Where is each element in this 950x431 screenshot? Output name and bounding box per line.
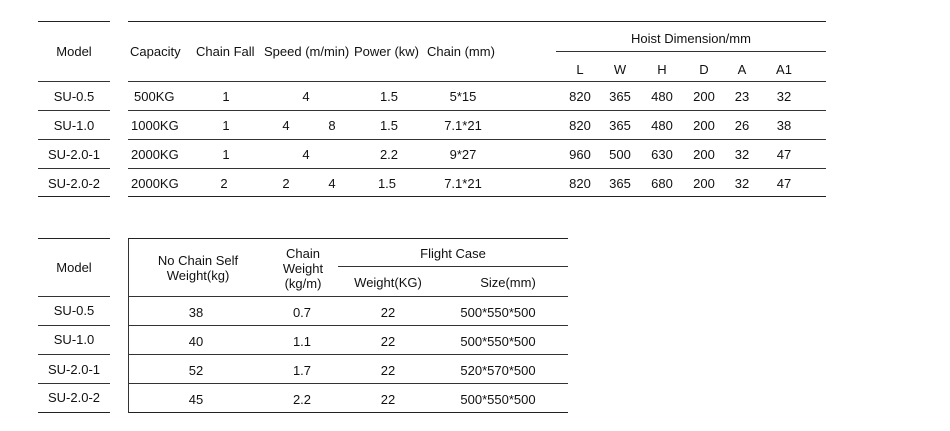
table-row-model: SU-0.5 [53, 89, 95, 104]
table-row-speed: 2 [282, 176, 290, 191]
table-row-dim-l: 820 [569, 176, 591, 191]
table-row-case-weight: 22 [380, 363, 396, 378]
table-row-capacity: 2000KG [131, 147, 179, 162]
table-row-case-weight: 22 [380, 392, 396, 407]
table-row-dim-a: 26 [734, 118, 750, 133]
table-row-dim-d: 200 [693, 118, 715, 133]
table2-row-rule [128, 354, 568, 355]
header-dim-a: A [737, 62, 747, 77]
table-row-dim-a1: 38 [776, 118, 792, 133]
table2-flight-case-rule [338, 266, 568, 267]
table1-dim-rule [556, 51, 826, 52]
table1-row-rule [128, 168, 826, 169]
table-row-case-weight: 22 [380, 305, 396, 320]
table-row-chain-weight: 1.1 [292, 334, 312, 349]
table-row-model: SU-2.0-2 [47, 176, 101, 191]
table-row-model: SU-2.0-2 [47, 390, 101, 405]
header-chain-weight: Weight [282, 261, 324, 276]
table-row-dim-h: 480 [651, 118, 673, 133]
table-row-dim-l: 820 [569, 118, 591, 133]
table2-row-rule [128, 325, 568, 326]
table-row-speed: 4 [282, 118, 290, 133]
header-self-weight: Weight(kg) [166, 268, 230, 283]
header-case-weight: Weight(KG) [354, 275, 422, 290]
table2-header-rule [38, 296, 110, 297]
table2-top-rule [38, 238, 110, 239]
table-row-chain-weight: 1.7 [292, 363, 312, 378]
header-model: Model [56, 260, 92, 275]
header-self-weight: No Chain Self [157, 253, 239, 268]
header-dim-d: D [699, 62, 709, 77]
table-row-power: 2.2 [379, 147, 399, 162]
table-row-dim-d: 200 [693, 89, 715, 104]
table-row-dim-d: 200 [693, 176, 715, 191]
table-row-dim-w: 500 [609, 147, 631, 162]
table-row-dim-a: 32 [734, 147, 750, 162]
table-row-model: SU-2.0-1 [47, 147, 101, 162]
table-row-model: SU-0.5 [53, 303, 95, 318]
table2-top-rule [128, 238, 568, 239]
table1-header-rule [38, 81, 110, 82]
table-row-model: SU-1.0 [53, 118, 95, 133]
table1-top-rule [128, 21, 826, 22]
table-row-capacity: 500KG [134, 89, 175, 104]
table1-row-rule [128, 139, 826, 140]
table-row-speed: 4 [328, 176, 336, 191]
table-row-case-weight: 22 [380, 334, 396, 349]
table1-bottom-rule [38, 196, 110, 197]
table2-row-rule [128, 383, 568, 384]
table-row-case-size: 520*570*500 [460, 363, 536, 378]
table-row-dim-l: 960 [569, 147, 591, 162]
table2-divider [128, 239, 129, 413]
table-row-dim-h: 480 [651, 89, 673, 104]
table1-row-rule [38, 168, 110, 169]
table-row-speed: 4 [302, 89, 310, 104]
table-row-dim-w: 365 [609, 176, 631, 191]
table2-bottom-rule [128, 412, 568, 413]
table-row-chain: 7.1*21 [444, 118, 482, 133]
header-flight-case: Flight Case [420, 246, 486, 261]
header-capacity: Capacity [130, 44, 181, 59]
table2-header-rule [128, 296, 568, 297]
table-row-case-size: 500*550*500 [460, 334, 536, 349]
table-row-chain-fall: 1 [222, 147, 230, 162]
table-row-chain-fall: 1 [222, 89, 230, 104]
header-chain: Chain (mm) [427, 44, 495, 59]
table-row-speed: 4 [302, 147, 310, 162]
table1-row-rule [38, 139, 110, 140]
header-dim-a1: A1 [776, 62, 792, 77]
table-row-dim-w: 365 [609, 89, 631, 104]
header-dim-w: W [613, 62, 627, 77]
header-power: Power (kw) [354, 44, 420, 59]
table-row-self-weight: 52 [188, 363, 204, 378]
table-row-chain-fall: 2 [220, 176, 228, 191]
table-row-model: SU-2.0-1 [47, 362, 101, 377]
table-row-dim-h: 680 [651, 176, 673, 191]
table-row-power: 1.5 [379, 118, 399, 133]
table-row-dim-w: 365 [609, 118, 631, 133]
table-row-capacity: 1000KG [131, 118, 179, 133]
header-hoist-dimension: Hoist Dimension/mm [631, 31, 751, 46]
table-row-dim-a1: 47 [776, 147, 792, 162]
table2-row-rule [38, 325, 110, 326]
table-row-case-size: 500*550*500 [460, 305, 536, 320]
table2-bottom-rule [38, 412, 110, 413]
table-row-dim-d: 200 [693, 147, 715, 162]
table-row-chain-fall: 1 [222, 118, 230, 133]
header-speed: Speed (m/min) [264, 44, 350, 59]
table-row-self-weight: 45 [188, 392, 204, 407]
table-row-dim-h: 630 [651, 147, 673, 162]
table-row-self-weight: 40 [188, 334, 204, 349]
header-chain-fall: Chain Fall [196, 44, 255, 59]
table-row-chain-weight: 0.7 [292, 305, 312, 320]
table-row-dim-a: 32 [734, 176, 750, 191]
header-dim-h: H [657, 62, 667, 77]
table-row-dim-a1: 32 [776, 89, 792, 104]
table1-row-rule [128, 110, 826, 111]
table2-row-rule [38, 354, 110, 355]
table-row-speed: 8 [328, 118, 336, 133]
table1-bottom-rule [128, 196, 826, 197]
table-row-model: SU-1.0 [53, 332, 95, 347]
table-row-dim-a: 23 [734, 89, 750, 104]
table2-row-rule [38, 383, 110, 384]
table-row-chain: 5*15 [449, 89, 477, 104]
table-row-dim-a1: 47 [776, 176, 792, 191]
header-chain-weight: Chain [286, 246, 320, 261]
header-dim-l: L [576, 62, 584, 77]
table1-row-rule [38, 110, 110, 111]
table1-top-rule [38, 21, 110, 22]
table1-header-rule [128, 81, 826, 82]
table-row-chain: 9*27 [449, 147, 477, 162]
table-row-power: 1.5 [379, 89, 399, 104]
header-case-size: Size(mm) [480, 275, 536, 290]
table-row-chain: 7.1*21 [444, 176, 482, 191]
table-row-self-weight: 38 [188, 305, 204, 320]
table-row-case-size: 500*550*500 [460, 392, 536, 407]
table-row-capacity: 2000KG [131, 176, 179, 191]
header-chain-weight: (kg/m) [284, 276, 322, 291]
header-model: Model [56, 44, 92, 59]
table-row-power: 1.5 [377, 176, 397, 191]
table-row-dim-l: 820 [569, 89, 591, 104]
table-row-chain-weight: 2.2 [292, 392, 312, 407]
